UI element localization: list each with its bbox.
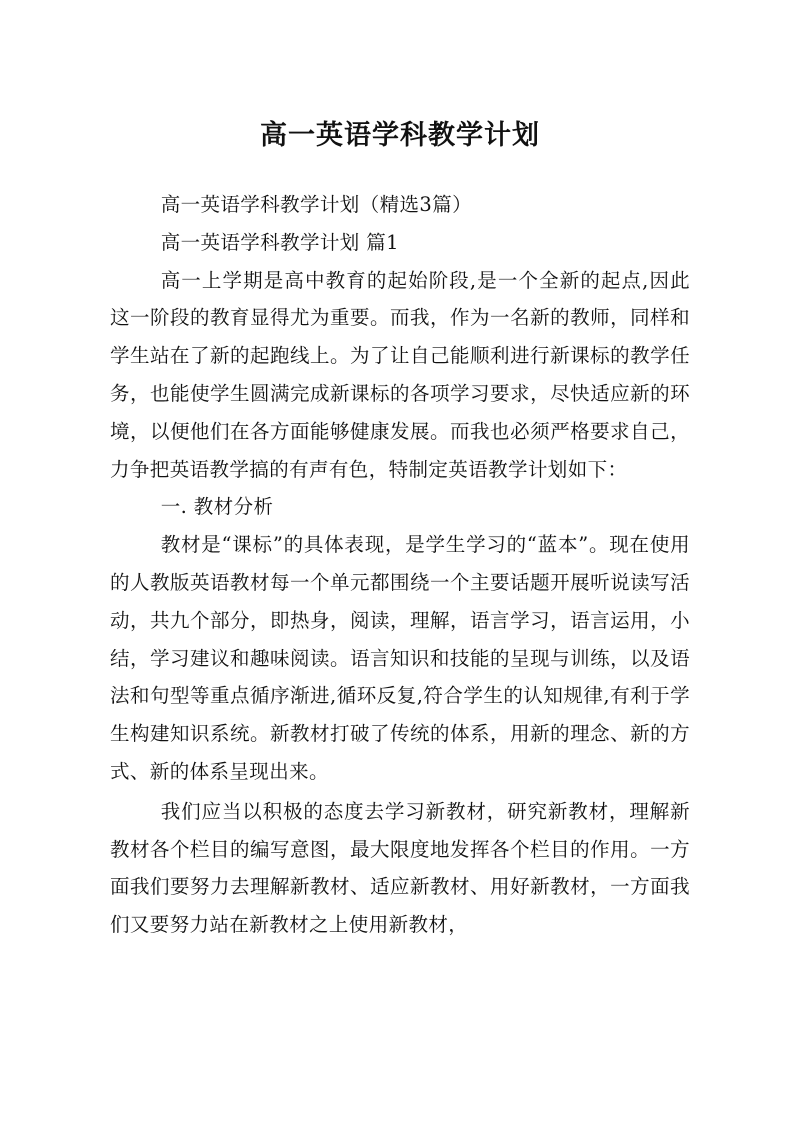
paragraph-introduction: 高一上学期是高中教育的起始阶段,是一个全新的起点,因此这一阶段的教育显得尤为重要。而我，作为一名新的教师，同样和学生站在了新的起跑线上。为了让自己能顺利进行新课标的教学任务，也能使学生圆满完成新课标的各项学习要求，尽快适应新的环境，以便他们在各方面能够健康发展。而我也必须严格要求自己，力争把英语教学搞的有声有色，特制定英语教学计划如下：	[110, 268, 690, 481]
paragraph-collection-title: 高一英语学科教学计划（精选3篇）	[160, 193, 472, 216]
document-title: 高一英语学科教学计划	[260, 120, 540, 152]
paragraph-teaching-attitude: 我们应当以积极的态度去学习新教材，研究新教材，理解新教材各个栏目的编写意图，最大限度地发挥各个栏目的作用。一方面我们要努力去理解新教材、适应新教材、用好新教材，一方面我们又要努力站在新教材之上使用新教材，	[110, 799, 690, 937]
section-heading-textbook-analysis: 一. 教材分析	[160, 495, 274, 519]
paragraph-article-heading: 高一英语学科教学计划 篇1	[160, 230, 399, 254]
paragraph-textbook-description: 教材是“课标”的具体表现，是学生学习的“蓝本”。现在使用的人教版英语教材每一个单元都围绕一个主要话题开展听说读写活动，共九个部分，即热身，阅读，理解，语言学习，语言运用，小结，学习建议和趣味阅读。语言知识和技能的呈现与训练，以及语法和句型等重点循序渐进,循环反复,符合学生的认知规律,有利于学生构建知识系统。新教材打破了传统的体系，用新的理念、新的方式、新的体系呈现出来。	[110, 533, 690, 783]
document-body	[110, 186, 690, 944]
